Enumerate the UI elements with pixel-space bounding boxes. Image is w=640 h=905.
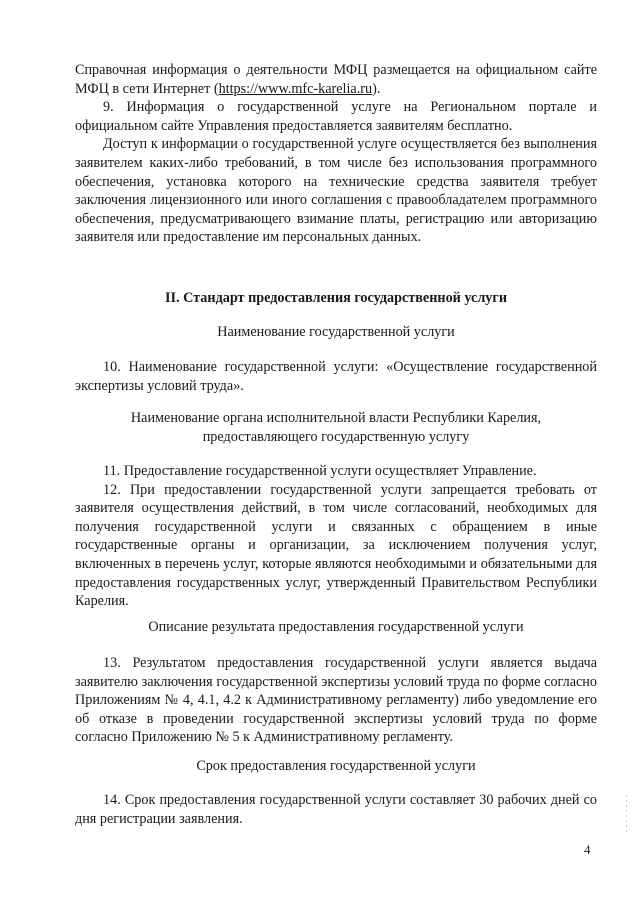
paragraph-13-block	[75, 654, 597, 747]
paragraph-11: 11. Предоставление государственной услуги осуществляет Управление.	[103, 463, 537, 479]
mfc-info-paragraph: Справочная информация о деятельности МФЦ размещается на официальном сайте МФЦ в сети Интернет (https://www.mfc-karelia.ru).	[75, 62, 597, 97]
subheading-service-name: Наименование государственной услуги	[217, 324, 455, 340]
paragraph-14-block	[75, 791, 597, 828]
paragraph-10-block	[75, 358, 597, 395]
paragraphs-11-12-block	[75, 462, 597, 611]
access-paragraph: Доступ к информации о государственной услуге осуществляется без выполнения заявителем каких-либо требований, в том числе без использования программного обеспечения, установка которого на технические средства заявителя требует заключения лицензионного или иного соглашения с правообладателем программного обеспечения, предусматривающего взимание платы, регистрацию или авторизацию заявителя или предоставление им персональных данных.	[75, 136, 597, 246]
subheading-authority	[75, 409, 597, 446]
subheading-result: Описание результата предоставления государственной услуги	[148, 619, 524, 635]
paragraph-9: 9. Информация о государственной услуге на Региональном портале и официальном сайте Управления предоставляется заявителям бесплатно.	[75, 99, 597, 134]
subheading-authority-line-2: предоставляющего государственную услугу	[202, 428, 470, 445]
mfc-website-link[interactable]: https://www.mfc-karelia.ru	[218, 80, 373, 97]
section-heading: II. Стандарт предоставления государственной услуги	[164, 290, 508, 306]
page-number: 4	[584, 842, 591, 857]
scan-artifact	[626, 795, 627, 835]
subheading-authority-line-1: Наименование органа исполнительной власти Республики Карелия,	[130, 410, 542, 426]
subheading-term: Срок предоставления государственной услуги	[196, 758, 476, 774]
paragraph-10: 10. Наименование государственной услуги: «Осуществление государственной экспертизы условий труда».	[75, 359, 597, 394]
paragraph-13: 13. Результатом предоставления государственной услуги является выдача заявителю заключения государственной экспертизы условий труда по форме согласно Приложениям № 4, 4.1, 4.2 к Административному регламенту) либо уведомление его об отказе в проведении государственной экспертизы условий труда по форме согласно Приложению № 5 к Административному регламенту.	[75, 655, 597, 746]
paragraph-14: 14. Срок предоставления государственной услуги составляет 30 рабочих дней со дня регистрации заявления.	[75, 792, 597, 827]
paragraph-12: 12. При предоставлении государственной услуги запрещается требовать от заявителя осуществления действий, в том числе согласований, необходимых для получения государственной услуги и связанных с обращением в иные государственные органы и организации, за исключением получения услуг, включенных в перечень услуг, которые являются необходимыми и обязательными для предоставления государственных услуг, утвержденный Правительством Республики Карелия.	[75, 481, 597, 610]
info-block	[75, 61, 597, 247]
